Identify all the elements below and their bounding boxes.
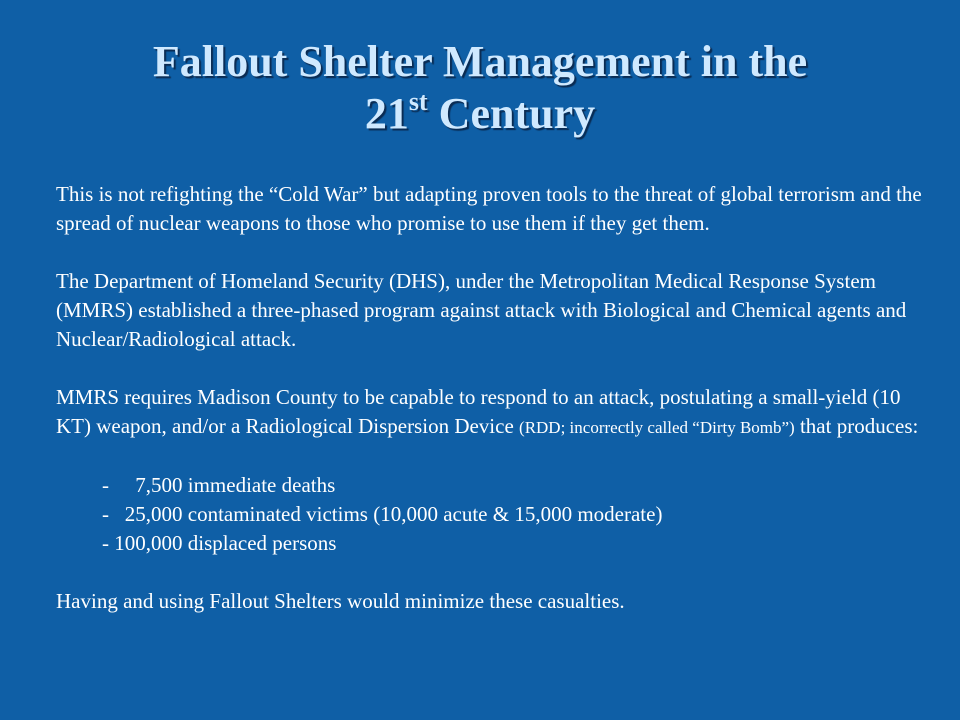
paragraph-mmrs-rdd-note: (RDD; incorrectly called “Dirty Bomb”) (519, 418, 795, 437)
paragraph-dhs: The Department of Homeland Security (DHS), under the Metropolitan Medical Response System (MMRS) established a three-phased program against attack with Biological and Chemical agents and Nuclear/Radiological attack. (56, 269, 907, 351)
paragraph-mmrs (56, 383, 926, 442)
paragraph-mmrs-main: MMRS requires Madison County to be capable to respond to an attack, postulating a small-yield (10 KT) weapon, and/or a Radiological Dispersion Device (56, 385, 901, 438)
paragraph-mmrs-end: that produces: (794, 414, 919, 438)
paragraph-conclusion: Having and using Fallout Shelters would minimize these casualties. (56, 589, 625, 613)
casualty-list (56, 471, 926, 558)
title-century: Century (427, 89, 596, 138)
slide-title (40, 36, 920, 140)
paragraph-intro: This is not refighting the “Cold War” but adapting proven tools to the threat of global terrorism and the spread of nuclear weapons to those who promise to use them if they get them. (56, 182, 922, 235)
spacer (56, 442, 926, 471)
title-number: 21 (364, 89, 409, 138)
list-item: - 25,000 contaminated victims (10,000 acute & 15,000 moderate) (102, 502, 663, 526)
list-item: - 100,000 displaced persons (102, 531, 337, 555)
title-line-2 (40, 88, 920, 140)
slide-body (56, 180, 926, 616)
list-item: - 7,500 immediate deaths (102, 473, 336, 497)
title-line-1: Fallout Shelter Management in the (152, 37, 808, 86)
title-superscript: st (408, 87, 428, 117)
